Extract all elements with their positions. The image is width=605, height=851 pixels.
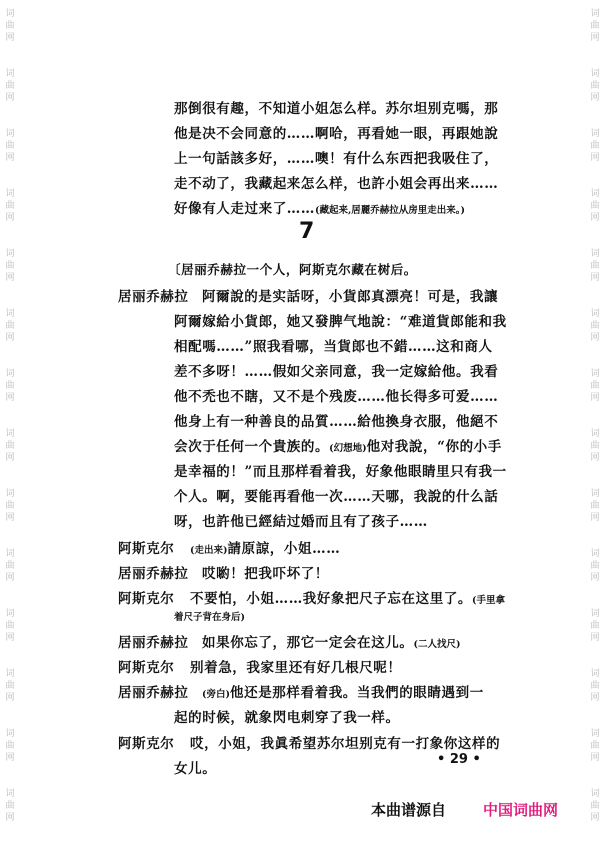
text-line: 是幸福的！”而且那样看着我，好象他眼睛里只有我一: [174, 464, 507, 480]
dialogue-line: [118, 562, 329, 582]
text-line: 那倒很有趣，不知道小姐怎么样。苏尔坦别克嗎，那: [174, 101, 499, 117]
watermark-mark: 词 曲 网: [5, 669, 15, 703]
watermark-mark: 词 曲 网: [5, 129, 15, 163]
stage-direction: (二人找尺): [413, 639, 461, 650]
text-line: 他是决不会同意的……啊哈，再看她一眼，再跟她說: [174, 126, 499, 142]
watermark-mark: 词 曲 网: [590, 69, 600, 103]
text-line-tail: 他对我說，“你的小手: [366, 439, 502, 455]
watermark-mark: 词 曲 网: [5, 369, 15, 403]
watermark-mark: 词 曲 网: [590, 489, 600, 523]
text-line: 阿爾嫁給小貨郎，她又發脾气地說：“难道貨郎能和我: [174, 314, 507, 330]
text-line: 走不动了，我藏起来怎么样，也許小姐会再出来……: [174, 176, 499, 192]
text-line: 他不禿也不瞎，又不是个残废……他长得多可爱……: [174, 389, 499, 405]
dialogue-text: 哎，小姐，我眞希望苏尔坦别克有一打象你这样的: [190, 736, 501, 752]
text-line: 上一句話該多好，……噢！有什么东西把我吸住了，: [174, 151, 499, 167]
watermark-mark: 词 曲 网: [5, 249, 15, 283]
watermark-mark: 词 曲 网: [5, 309, 15, 343]
watermark-mark: 词 曲 网: [5, 189, 15, 223]
watermark-mark: 词 曲 网: [590, 369, 600, 403]
dialogue-text: 如果你忘了，那它一定会在这儿。: [202, 635, 414, 651]
text-line: 差不多呀！……假如父亲同意，我一定嫁給他。我看: [174, 364, 499, 380]
dialogue-line: [118, 681, 484, 701]
speaker-name: 居丽乔赫拉: [118, 685, 189, 701]
left-watermark-column: [2, 0, 18, 851]
watermark-mark: 词 曲 网: [590, 429, 600, 463]
speaker-name: 阿斯克尔: [118, 660, 175, 676]
dialogue-line: [118, 587, 505, 607]
speaker-name: 阿斯克尔: [118, 591, 175, 607]
speech-line: [118, 285, 498, 305]
stage-direction: 着尺子背在身后): [174, 612, 245, 623]
dialogue-line: [118, 732, 500, 752]
watermark-mark: 词 曲 网: [5, 729, 15, 763]
stage-direction: (走出来): [190, 545, 228, 556]
watermark-mark: 词 曲 网: [590, 669, 600, 703]
watermark-mark: 词 曲 网: [5, 489, 15, 523]
dialogue-text: 請原諒，小姐……: [227, 541, 341, 557]
watermark-mark: 词 曲 网: [5, 609, 15, 643]
watermark-mark: 词 曲 网: [590, 549, 600, 583]
speaker-name: 阿斯克尔: [118, 541, 175, 557]
stage-direction: (旁白): [202, 689, 230, 700]
watermark-mark: 词 曲 网: [590, 609, 600, 643]
dialogue-text: 不要怕，小姐……我好象把尺子忘在这里了。: [190, 591, 472, 607]
text-line: 个人。啊，要能再看他一次……天哪，我說的什么話: [174, 489, 499, 505]
right-watermark-column: [587, 0, 603, 851]
text-line-body: 会次于任何一个貴族的。: [174, 439, 330, 455]
text-line: [174, 435, 502, 455]
speaker-name: 居丽乔赫拉: [118, 566, 189, 582]
watermark-mark: 词 曲 网: [590, 789, 600, 823]
text-line-body: 好像有人走过来了……: [174, 201, 315, 217]
text-line: 起的时候，就象閃电刺穿了我一样。: [174, 710, 400, 726]
dialogue-text: 别着急，我家里还有好几根尺呢！: [190, 660, 402, 676]
speaker-name: 居丽乔赫拉: [118, 289, 189, 305]
watermark-mark: 词 曲 网: [590, 9, 600, 43]
stage-direction: (幻想地): [329, 443, 367, 454]
page-number: • 29 •: [437, 752, 481, 767]
text-line: 相配嗎……”照我看哪，当貨郎也不錯……这和商人: [174, 339, 493, 355]
stage-direction-line: [174, 608, 245, 624]
watermark-mark: 词 曲 网: [5, 429, 15, 463]
watermark-mark: 词 曲 网: [590, 189, 600, 223]
watermark-mark: 词 曲 网: [590, 129, 600, 163]
watermark-mark: 词 曲 网: [590, 249, 600, 283]
watermark-mark: 词 曲 网: [590, 309, 600, 343]
watermark-mark: 词 曲 网: [5, 69, 15, 103]
site-name-link[interactable]: 中国词曲网: [483, 801, 559, 819]
scene-heading: 〔居丽乔赫拉一个人，阿斯克尔藏在树后。: [168, 262, 417, 277]
dialogue-text: 哎喲！把我吓坏了！: [202, 566, 329, 582]
text-line: 女儿。: [174, 761, 217, 777]
scene-number: 7: [299, 219, 315, 244]
speaker-name: 居丽乔赫拉: [118, 635, 189, 651]
stage-direction: (手里拿: [472, 595, 505, 606]
source-label: 本曲谱源自: [371, 801, 447, 819]
dialogue-line: [118, 537, 340, 557]
dialogue-line: [118, 631, 461, 651]
speaker-name: 阿斯克尔: [118, 736, 175, 752]
text-line: 他身上有一种善良的品質……給他換身衣服，他絕不: [174, 414, 499, 430]
watermark-mark: 词 曲 网: [5, 549, 15, 583]
dialogue-text: 他还是那样看着我。当我們的眼睛遇到一: [230, 685, 484, 701]
speech-text: 阿爾說的是实話呀，小貨郎真漂亮！可是，我讓: [202, 289, 499, 305]
watermark-mark: 词 曲 网: [590, 729, 600, 763]
watermark-mark: 词 曲 网: [5, 789, 15, 823]
dialogue-line: [118, 656, 402, 676]
watermark-mark: 词 曲 网: [5, 9, 15, 43]
text-line: [174, 197, 465, 217]
text-line: 呀，也許他已經結过婚而且有了孩子……: [174, 514, 428, 530]
stage-direction: (藏起来,居麗乔赫拉从房里走出来。): [315, 205, 466, 216]
